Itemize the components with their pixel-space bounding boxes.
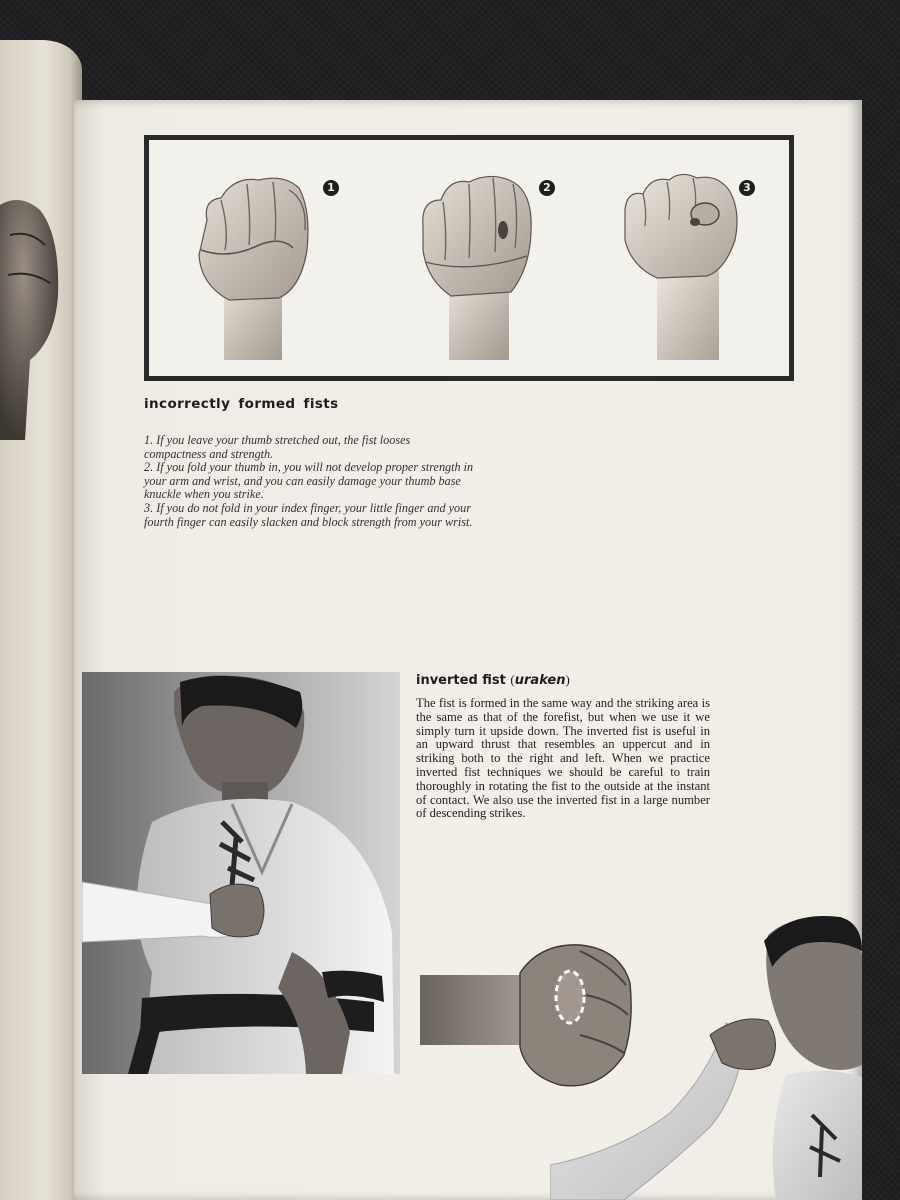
- list-item: 3. If you do not fold in your index finger, your little finger and your fourth finger can easily slacken and block strength from your wrist.: [144, 500, 473, 529]
- figure-number-2: 2: [539, 180, 555, 196]
- inverted-fist-heading: [416, 672, 570, 688]
- fist-figure-frame: [144, 135, 794, 381]
- karateka-photo: [82, 672, 400, 1074]
- inverted-fist-description: The fist is formed in the same way and the striking area is the same as that of the forefist, but when we use it we simply turn it upside down. The inverted fist is useful in an upward thrust that resembles an uppercut and in striking both to the right and left. When we practice inverted fist techniques we should be careful to train thoroughly in rotating the fist to the outside at the instant of contact. We also use the inverted fist in a large number of descending strikes.: [416, 696, 710, 821]
- fist-photo-left-page: [0, 165, 62, 440]
- list-item: 1. If you leave your thumb stretched out, the fist looses compactness and strength.: [144, 433, 411, 461]
- incorrect-fists-heading: incorrectly formed fists: [144, 396, 339, 412]
- uraken-demonstration-photo: [550, 915, 862, 1200]
- fist-photo-2: [411, 170, 541, 360]
- close-paren: ): [565, 672, 570, 687]
- book-page: [74, 100, 862, 1200]
- previous-page-edge: [0, 40, 82, 1200]
- open-paren: (: [510, 672, 515, 687]
- fist-photo-3: [617, 170, 747, 360]
- fist-photo-1: [189, 170, 319, 360]
- incorrect-fists-list: [144, 434, 474, 529]
- list-item: 2. If you fold your thumb in, you will not develop proper strength in your arm and wrist, and you can easily damage your thumb base knuckle when you strike.: [144, 460, 474, 502]
- figure-number-3: 3: [739, 180, 755, 196]
- figure-number-1: 1: [323, 180, 339, 196]
- uraken-term: uraken: [514, 673, 566, 688]
- inverted-fist-heading-text: inverted fist: [416, 673, 506, 688]
